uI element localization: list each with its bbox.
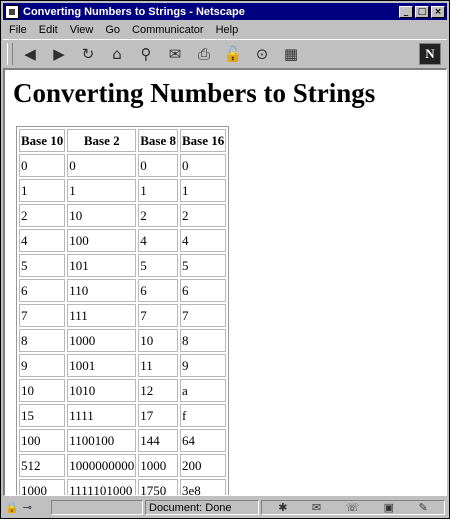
table-cell: 1111101000 — [67, 479, 136, 496]
menu-go[interactable]: Go — [105, 24, 121, 36]
table-row — [19, 204, 226, 227]
table-cell: 1000 — [138, 454, 178, 477]
table-cell: 1 — [19, 179, 65, 202]
table-cell: 5 — [180, 254, 226, 277]
app-icon[interactable] — [5, 5, 19, 19]
table-cell: 9 — [19, 354, 65, 377]
table-cell: 4 — [180, 229, 226, 252]
title-bar[interactable] — [3, 3, 447, 20]
header-base-2: Base 2 — [67, 129, 136, 152]
table-cell: a — [180, 379, 226, 402]
table-cell: 6 — [180, 279, 226, 302]
table-cell: 144 — [138, 429, 178, 452]
header-base-16: Base 16 — [180, 129, 226, 152]
table-cell: 8 — [180, 329, 226, 352]
minimize-button[interactable]: _ — [399, 6, 413, 18]
mail-icon[interactable]: ✉ — [311, 502, 322, 514]
header-base-8: Base 8 — [138, 129, 178, 152]
page-content[interactable] — [3, 68, 447, 496]
menu-file[interactable]: File — [9, 24, 27, 36]
lock-icon[interactable]: 🔒 — [5, 502, 19, 514]
table-cell: 512 — [19, 454, 65, 477]
table-cell: 9 — [180, 354, 226, 377]
navigator-icon[interactable]: ✱ — [278, 502, 288, 514]
table-cell: 100 — [19, 429, 65, 452]
table-cell: 8 — [19, 329, 65, 352]
discussion-icon[interactable]: ☏ — [345, 502, 360, 514]
guide-icon[interactable]: ✉ — [168, 45, 182, 63]
connection-icon[interactable]: ⊸ — [22, 502, 32, 514]
search-icon[interactable]: ⚲ — [140, 45, 152, 63]
component-tray — [261, 500, 445, 515]
table-row — [19, 429, 226, 452]
table-cell: 15 — [19, 404, 65, 427]
table-cell: f — [180, 404, 226, 427]
table-row — [19, 179, 226, 202]
table-cell: 101 — [67, 254, 136, 277]
table-row — [19, 279, 226, 302]
table-cell: 0 — [67, 154, 136, 177]
table-cell: 1010 — [67, 379, 136, 402]
table-row — [19, 154, 226, 177]
table-row — [19, 404, 226, 427]
stop-icon[interactable]: ▦ — [283, 45, 299, 63]
table-cell: 110 — [67, 279, 136, 302]
forward-icon[interactable]: ▶ — [53, 45, 65, 63]
back-icon[interactable]: ◀ — [24, 45, 36, 63]
table-cell: 2 — [19, 204, 65, 227]
menu-edit[interactable]: Edit — [38, 24, 58, 36]
status-bar — [3, 498, 447, 517]
table-cell: 10 — [67, 204, 136, 227]
table-cell: 64 — [180, 429, 226, 452]
table-cell: 1111 — [67, 404, 136, 427]
progress-panel — [51, 500, 143, 515]
table-cell: 0 — [180, 154, 226, 177]
menu-communicator[interactable]: Communicator — [132, 24, 204, 36]
edit-icon[interactable]: ✎ — [418, 502, 428, 514]
table-cell: 17 — [138, 404, 178, 427]
close-button[interactable]: × — [431, 6, 445, 18]
table-cell: 4 — [138, 229, 178, 252]
table-row — [19, 229, 226, 252]
table-cell: 2 — [138, 204, 178, 227]
menu-help[interactable]: Help — [215, 24, 239, 36]
table-cell: 7 — [19, 304, 65, 327]
menu-bar — [3, 22, 447, 38]
netscape-logo-icon[interactable]: N — [419, 43, 441, 65]
table-cell: 2 — [180, 204, 226, 227]
print-icon[interactable]: ⎙ — [197, 45, 210, 63]
table-row — [19, 454, 226, 477]
conversion-table — [16, 126, 229, 496]
menu-view[interactable]: View — [69, 24, 94, 36]
table-cell: 1750 — [138, 479, 178, 496]
table-cell: 1 — [67, 179, 136, 202]
table-cell: 1001 — [67, 354, 136, 377]
table-cell: 200 — [180, 454, 226, 477]
table-cell: 7 — [138, 304, 178, 327]
composer-icon[interactable]: ▣ — [383, 502, 395, 514]
table-cell: 4 — [19, 229, 65, 252]
table-cell: 10 — [138, 329, 178, 352]
table-cell: 0 — [138, 154, 178, 177]
table-cell: 1000000000 — [67, 454, 136, 477]
table-cell: 7 — [180, 304, 226, 327]
table-row — [19, 354, 226, 377]
table-cell: 3e8 — [180, 479, 226, 496]
table-cell: 0 — [19, 154, 65, 177]
table-body — [19, 154, 226, 496]
table-cell: 12 — [138, 379, 178, 402]
table-cell: 6 — [138, 279, 178, 302]
table-cell: 5 — [138, 254, 178, 277]
status-text: Document: Done — [145, 500, 259, 515]
table-header-row — [19, 129, 226, 152]
table-cell: 11 — [138, 354, 178, 377]
header-base-10: Base 10 — [19, 129, 65, 152]
table-cell: 1 — [180, 179, 226, 202]
table-cell: 1100100 — [67, 429, 136, 452]
table-cell: 111 — [67, 304, 136, 327]
status-icons — [3, 501, 51, 514]
table-row — [19, 304, 226, 327]
table-cell: 6 — [19, 279, 65, 302]
navigation-toolbar — [3, 39, 447, 69]
table-row — [19, 379, 226, 402]
table-cell: 1000 — [19, 479, 65, 496]
window-title: Converting Numbers to Strings - Netscape — [23, 5, 245, 18]
reload-icon[interactable]: ↻ — [81, 45, 95, 63]
table-row — [19, 479, 226, 496]
table-cell: 1 — [138, 179, 178, 202]
table-row — [19, 329, 226, 352]
table-cell: 100 — [67, 229, 136, 252]
page-title: Converting Numbers to Strings — [13, 78, 376, 108]
maximize-button[interactable]: □ — [415, 6, 429, 18]
table-cell: 10 — [19, 379, 65, 402]
table-row — [19, 254, 226, 277]
table-cell: 5 — [19, 254, 65, 277]
table-cell: 1000 — [67, 329, 136, 352]
home-icon[interactable]: ⌂ — [112, 45, 122, 63]
toolbar-grip[interactable] — [7, 43, 13, 65]
security-icon[interactable]: 🔓 — [223, 45, 243, 63]
shop-icon[interactable]: ⊙ — [255, 45, 269, 63]
